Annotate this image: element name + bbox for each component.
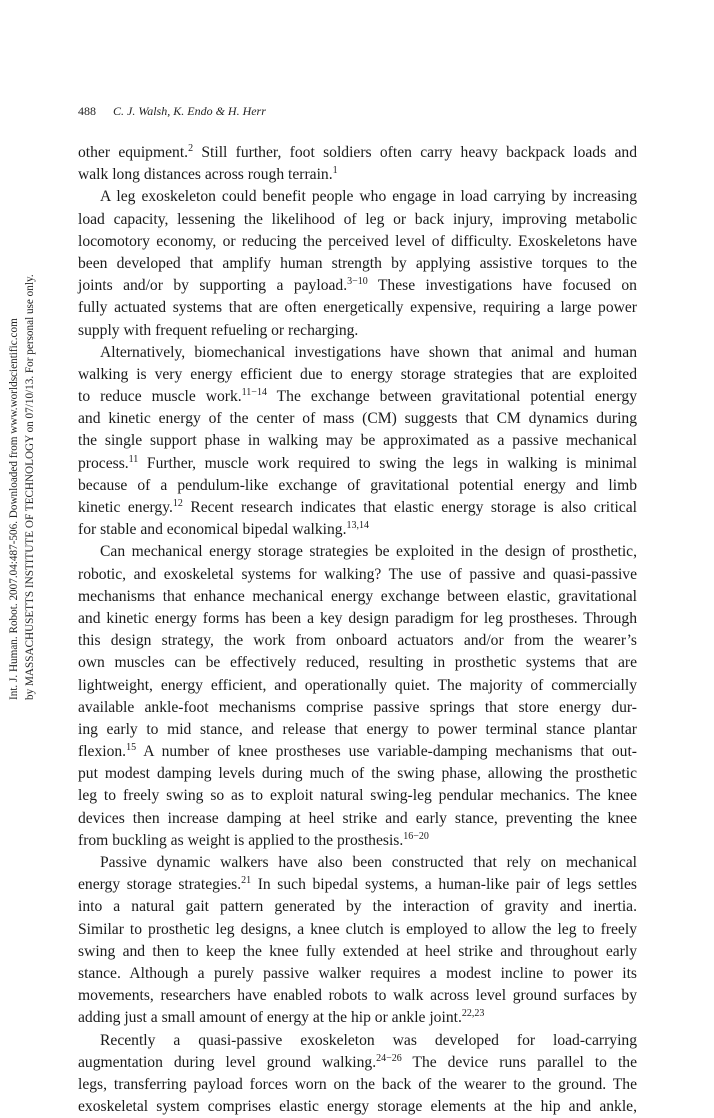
text-run: mechanisms that enhance mechanical energy exchange between elastic, gravitational <box>78 587 637 605</box>
text-line <box>78 741 637 763</box>
text-line <box>78 1074 637 1096</box>
text-line <box>78 475 637 497</box>
text-run: been developed that amplify human strength by applying assistive torques to the <box>78 254 637 272</box>
text-line <box>78 919 637 941</box>
text-run: devices then increase damping at heel strike and early stance, preventing the knee <box>78 809 637 827</box>
text-run: other equipment. <box>78 144 189 161</box>
citation-superscript: 13,14 <box>346 520 369 532</box>
text-run: because of a pendulum-like exchange of gravitational potential energy and limb <box>78 476 637 494</box>
citation-superscript: 22,23 <box>461 1008 485 1020</box>
download-notice-line-1: Int. J. Human. Robot. 2007.04:487-506. Downloaded from www.worldscientific.com <box>8 318 20 700</box>
text-line <box>78 497 637 519</box>
text-run: Passive dynamic walkers have also been constructed that rely on mechanical <box>100 854 637 871</box>
text-run: into a natural gait pattern generated by the interaction of gravity and inertia. <box>78 898 637 916</box>
text-run: the single support phase in walking may be approximated as a passive mechanical <box>78 432 637 450</box>
text-line <box>78 896 637 918</box>
download-notice-line-2: by MASSACHUSETTS INSTITUTE OF TECHNOLOGY on 07/10/13. For personal use only. <box>24 274 36 700</box>
text-line <box>78 231 637 253</box>
text-line <box>78 1052 637 1074</box>
text-run: fully actuated systems that are often energetically expensive, requiring a large power <box>78 299 637 317</box>
text-line <box>78 608 637 630</box>
text-run: for stable and economical bipedal walking. <box>78 521 347 539</box>
text-run: Recently a quasi-passive exoskeleton was developed for load-carrying <box>100 1031 637 1049</box>
text-run: from buckling as weight is applied to the prosthesis. <box>78 831 404 849</box>
text-run: A number of knee prostheses use variable-damping mechanisms that out- <box>136 743 637 761</box>
text-line <box>78 275 637 297</box>
text-line <box>78 852 637 874</box>
citation-superscript: 1 <box>332 165 338 177</box>
text-line <box>78 808 637 830</box>
text-line <box>78 963 637 985</box>
text-run: adding just a small amount of energy at the hip or ankle joint. <box>78 1009 462 1027</box>
text-run: Still further, foot soldiers often carry heavy backpack loads and <box>193 144 637 161</box>
page-number: 488 <box>78 104 96 118</box>
text-line <box>78 364 637 386</box>
text-line <box>78 320 637 342</box>
text-line <box>78 342 637 364</box>
text-line <box>78 564 637 586</box>
citation-superscript: 12 <box>172 498 183 509</box>
text-line <box>78 630 637 652</box>
text-run: lightweight, energy efficient, and operationally quiet. The majority of commercially <box>78 676 637 694</box>
text-run: robotic, and exoskeletal systems for walking? The use of passive and quasi-passive <box>78 565 637 583</box>
text-run: The device runs parallel to the <box>401 1053 637 1071</box>
text-run: Alternatively, biomechanical investigations have shown that animal and human <box>100 343 637 361</box>
text-line <box>78 164 637 186</box>
text-run: walk long distances across rough terrain. <box>78 166 333 184</box>
text-run: walking is very energy efficient due to energy storage strategies that are exploited <box>78 365 637 383</box>
text-line <box>78 1030 637 1052</box>
text-run: to reduce muscle work. <box>78 388 242 406</box>
citation-superscript: 11−14 <box>241 387 267 399</box>
text-line <box>78 985 637 1007</box>
text-run: load capacity, lessening the likelihood of leg or back injury, improving metabolic <box>78 210 637 228</box>
text-run: available ankle-foot mechanisms comprise passive springs that store energy dur- <box>78 698 637 716</box>
text-run: process. <box>78 454 129 472</box>
citation-superscript: 24−26 <box>376 1052 402 1064</box>
text-line <box>78 763 637 785</box>
text-run: and kinetic energy of the center of mass (CM) suggests that CM dynamics during <box>78 410 637 428</box>
text-run: exoskeletal system comprises elastic energy storage elements at the hip and ankle, <box>78 1098 637 1116</box>
text-run: legs, transferring payload forces worn on the back of the wearer to the ground. The <box>78 1075 637 1093</box>
text-run: movements, researchers have enabled robots to walk across level ground surfaces by <box>78 987 637 1005</box>
text-run: In such bipedal systems, a human-like pair of legs settles <box>251 876 637 894</box>
text-line <box>78 652 637 674</box>
text-line <box>78 785 637 807</box>
authors: C. J. Walsh, K. Endo & H. Herr <box>113 104 266 118</box>
text-line <box>78 541 637 563</box>
text-line <box>78 142 637 164</box>
text-run: stance. Although a purely passive walker requires a modest incline to power its <box>78 964 637 982</box>
text-line <box>78 697 637 719</box>
text-run: A leg exoskeleton could benefit people who engage in load carrying by increasing <box>100 188 637 206</box>
body-text <box>78 142 637 1118</box>
text-line <box>78 453 637 475</box>
text-line <box>78 408 637 430</box>
text-run: Further, muscle work required to swing the legs in walking is minimal <box>138 454 637 472</box>
citation-superscript: 15 <box>126 742 137 754</box>
text-run: joints and/or by supporting a payload. <box>78 277 348 295</box>
text-run: own muscles can be effectively reduced, resulting in prosthetic systems that are <box>78 654 637 672</box>
text-run: Similar to prosthetic leg designs, a knee clutch is employed to allow the leg to freely <box>78 920 637 938</box>
text-run: locomotory economy, or reducing the perceived level of difficulty. Exoskeletons have <box>78 232 637 250</box>
text-line <box>78 1007 637 1029</box>
text-run: and kinetic energy forms has been a key design paradigm for leg prostheses. Through <box>78 609 637 627</box>
text-line <box>78 186 637 208</box>
text-line <box>78 297 637 319</box>
text-line <box>78 830 637 852</box>
text-line <box>78 430 637 452</box>
text-run: Recent research indicates that elastic energy storage is also critical <box>182 499 637 516</box>
text-line <box>78 719 637 741</box>
text-run: put modest damping levels during much of the swing phase, allowing the prosthetic <box>78 765 637 783</box>
text-run: supply with frequent refueling or recharging. <box>78 321 359 339</box>
text-run: leg to freely swing so as to exploit natural swing-leg pendular mechanics. The knee <box>78 787 637 805</box>
text-line <box>78 209 637 231</box>
running-head <box>78 104 266 119</box>
text-line <box>78 675 637 697</box>
text-line <box>78 386 637 408</box>
text-line <box>78 519 637 541</box>
text-run: kinetic energy. <box>78 499 173 516</box>
text-run: These investigations have focused on <box>367 277 637 295</box>
citation-superscript: 11 <box>128 453 139 465</box>
text-line <box>78 1096 637 1118</box>
text-line <box>78 874 637 896</box>
download-notice-sidebar <box>0 0 50 1083</box>
citation-superscript: 2 <box>188 143 194 154</box>
text-run: The exchange between gravitational potential energy <box>266 388 637 406</box>
text-line <box>78 253 637 275</box>
text-line <box>78 586 637 608</box>
citation-superscript: 16−20 <box>403 830 429 842</box>
text-run: flexion. <box>78 743 127 761</box>
text-run: ing early to mid stance, and release that energy to power terminal stance plantar <box>78 720 637 738</box>
text-run: Can mechanical energy storage strategies be exploited in the design of prosthetic, <box>100 543 637 561</box>
citation-superscript: 21 <box>241 875 252 887</box>
text-run: energy storage strategies. <box>78 876 242 894</box>
text-run: this design strategy, the work from onboard actuators and/or from the wearer’s <box>78 632 637 650</box>
text-run: swing and then to keep the knee fully extended at heel strike and throughout early <box>78 942 637 960</box>
citation-superscript: 3−10 <box>347 276 368 288</box>
text-run: augmentation during level ground walking. <box>78 1053 377 1071</box>
text-line <box>78 941 637 963</box>
